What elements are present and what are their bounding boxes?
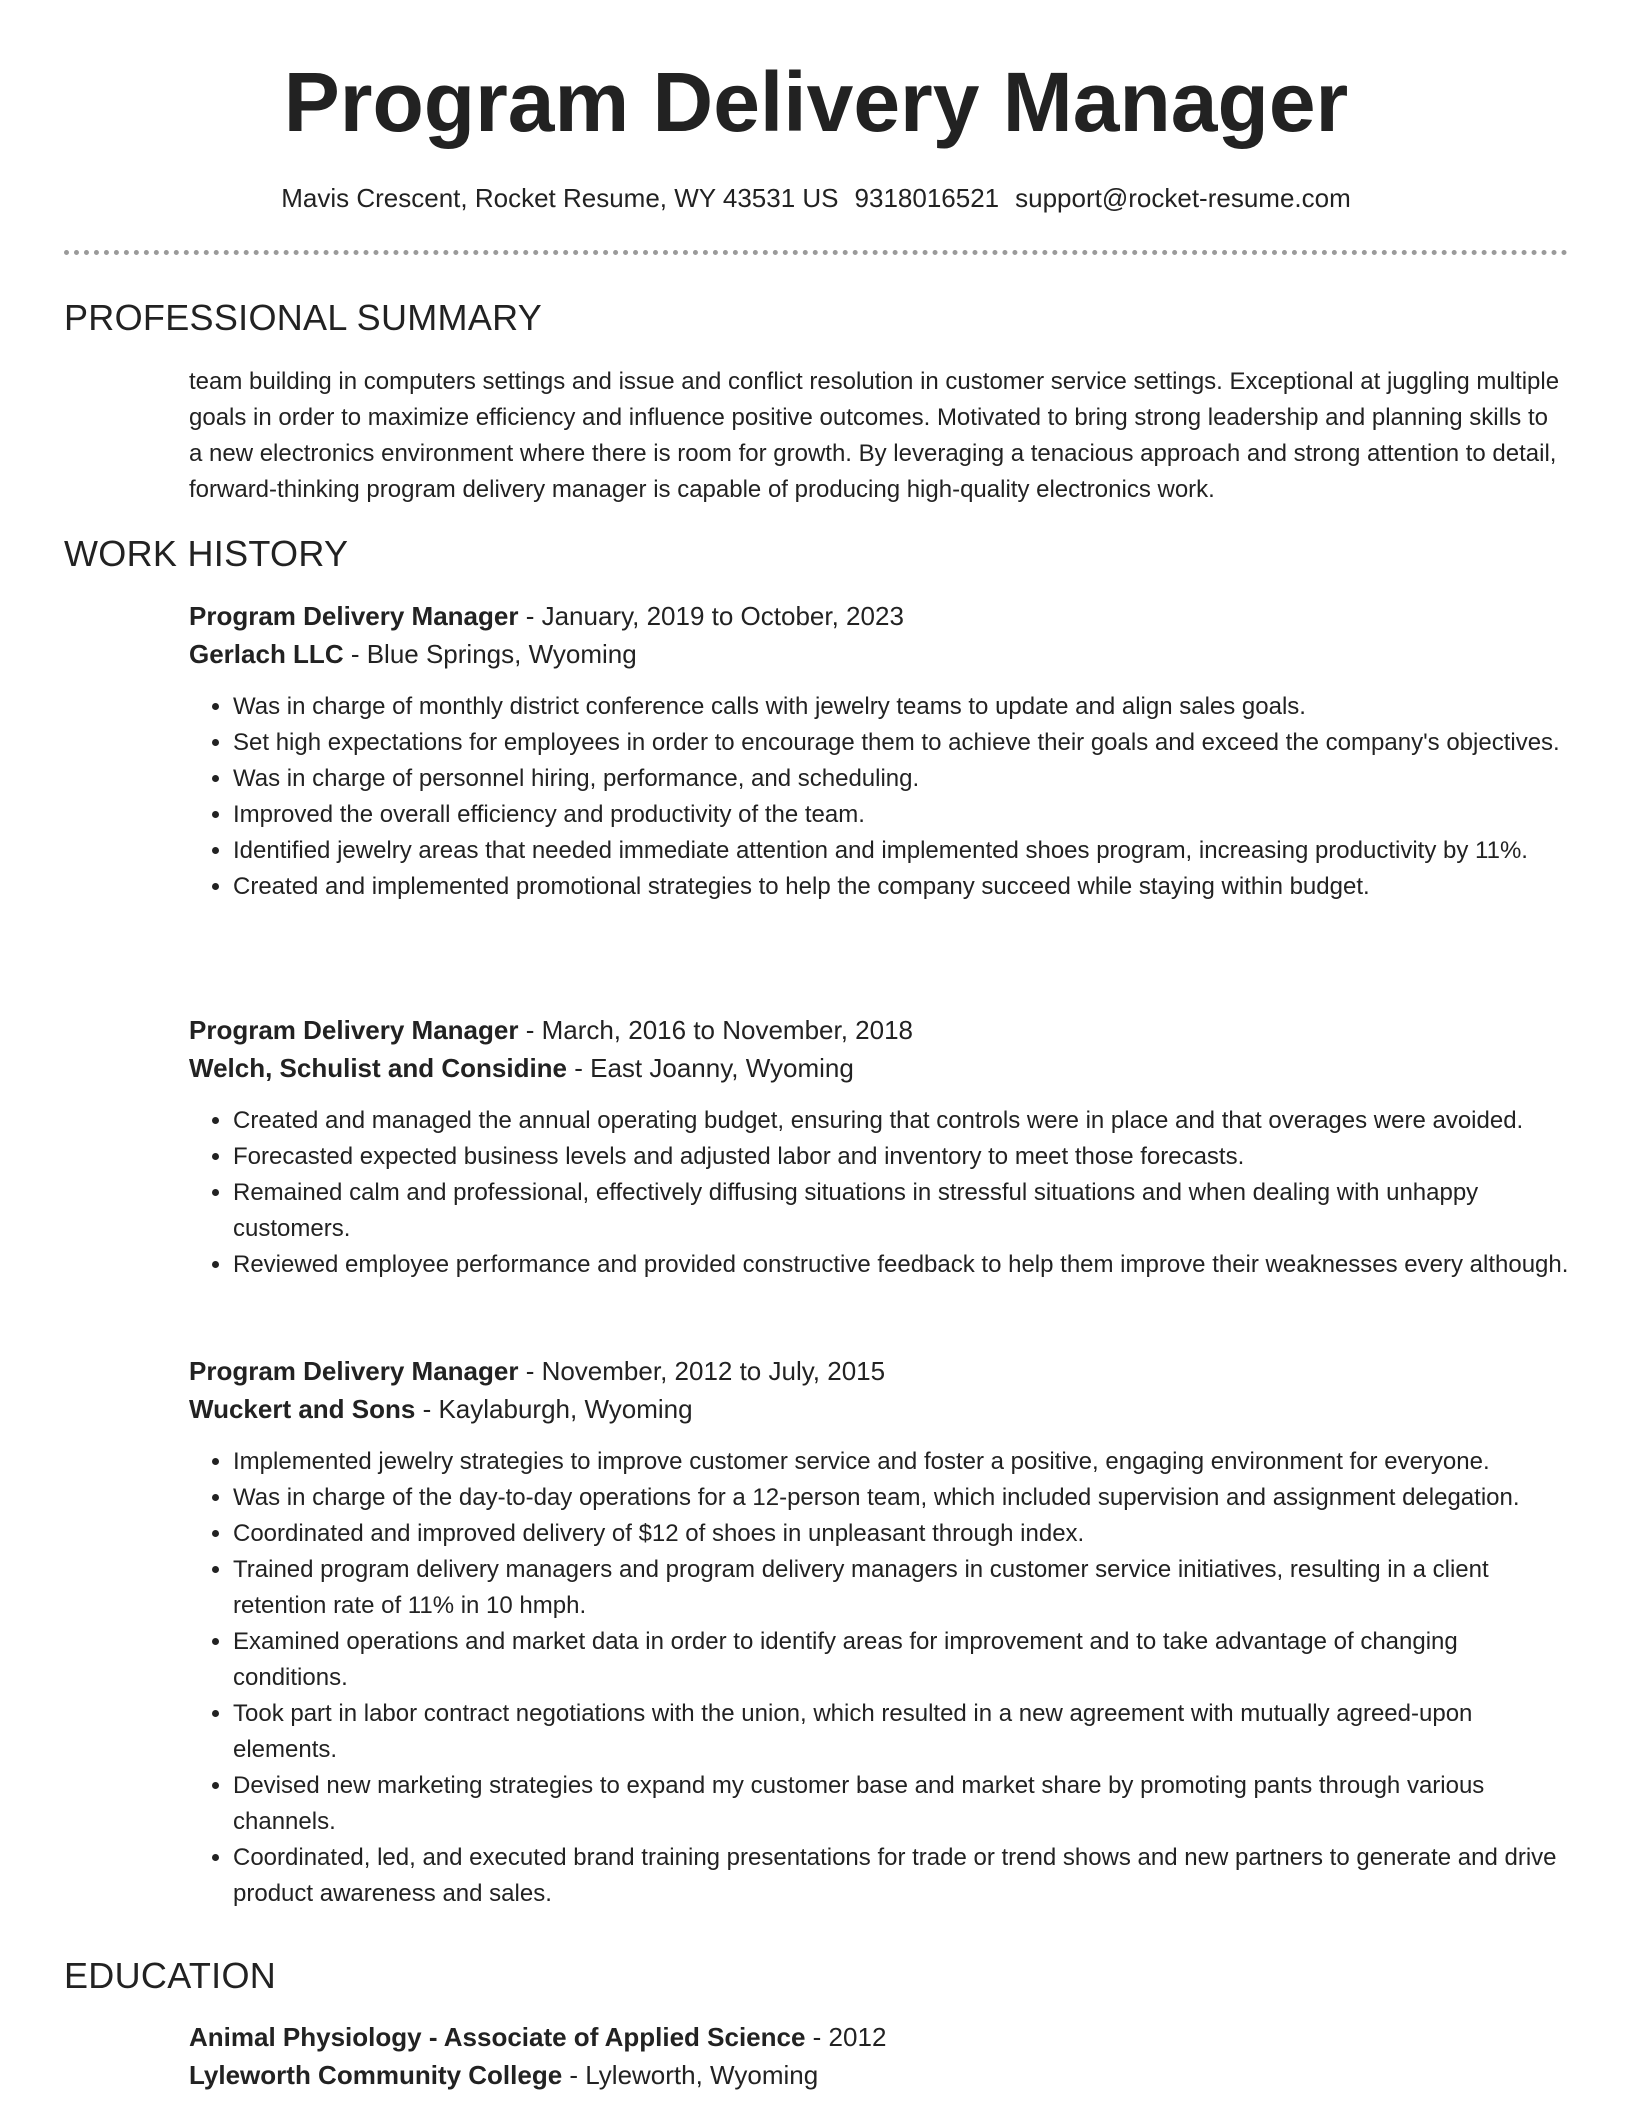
job-bullet: • Was in charge of monthly district conference calls with jewelry teams to update and align sales goals. [233, 689, 1569, 725]
job-bullet: • Examined operations and market data in order to identify areas for improvement and to take advantage of changing conditions. [233, 1624, 1569, 1696]
job-title-line [189, 1011, 1569, 1049]
education-degree-line [189, 2018, 1569, 2056]
job-location: - Blue Springs, Wyoming [343, 639, 637, 669]
job-bullet: • Took part in labor contract negotiations with the union, which resulted in a new agreement with mutually agreed-upon elements. [233, 1696, 1569, 1768]
job-company-line [189, 635, 1569, 673]
job-entry [189, 597, 1569, 905]
job-dates: - November, 2012 to July, 2015 [518, 1356, 886, 1386]
section-title-summary: PROFESSIONAL SUMMARY [64, 297, 543, 338]
contact-info [0, 180, 1632, 216]
job-bullets [189, 689, 1569, 905]
job-entry [189, 1011, 1569, 1283]
job-company: Wuckert and Sons [189, 1394, 416, 1424]
education-degree: Animal Physiology - Associate of Applied Science [189, 2022, 806, 2052]
section-title-education: EDUCATION [64, 1955, 277, 1996]
resume-name: Program Delivery Manager [283, 55, 1349, 149]
contact-address: Mavis Crescent, Rocket Resume, WY 43531 US [281, 183, 839, 213]
job-location: - East Joanny, Wyoming [567, 1053, 854, 1083]
job-bullet: • Created and managed the annual operating budget, ensuring that controls were in place and that overages were avoided. [233, 1103, 1569, 1139]
job-bullet: • Coordinated, led, and executed brand training presentations for trade or trend shows and new partners to generate and drive product awareness and sales. [233, 1840, 1569, 1912]
job-company-line [189, 1390, 1569, 1428]
job-bullets [189, 1103, 1569, 1283]
job-bullet: • Was in charge of the day-to-day operations for a 12-person team, which included supervision and assignment delegation. [233, 1480, 1569, 1516]
job-company-line [189, 1049, 1569, 1087]
job-company: Gerlach LLC [189, 639, 344, 669]
contact-email: support@rocket-resume.com [1015, 183, 1351, 213]
job-bullet: • Was in charge of personnel hiring, performance, and scheduling. [233, 761, 1569, 797]
job-bullets [189, 1444, 1569, 1912]
job-dates: - March, 2016 to November, 2018 [518, 1015, 914, 1045]
job-bullet: • Forecasted expected business levels and adjusted labor and inventory to meet those forecasts. [233, 1139, 1569, 1175]
education-entry [189, 2018, 1569, 2094]
job-bullet: • Implemented jewelry strategies to improve customer service and foster a positive, engaging environment for everyone. [233, 1444, 1569, 1480]
job-title: Program Delivery Manager [189, 601, 519, 631]
job-title-line [189, 1352, 1569, 1390]
job-bullet: • Trained program delivery managers and program delivery managers in customer service initiatives, resulting in a client retention rate of 11% in 10 hmph. [233, 1552, 1569, 1624]
job-title: Program Delivery Manager [189, 1356, 519, 1386]
job-location: - Kaylaburgh, Wyoming [415, 1394, 693, 1424]
job-bullet: • Remained calm and professional, effectively diffusing situations in stressful situations and when dealing with unhappy customers. [233, 1175, 1569, 1247]
education-location: - Lyleworth, Wyoming [562, 2060, 819, 2090]
job-entry [189, 1352, 1569, 1912]
education-school: Lyleworth Community College [189, 2060, 563, 2090]
job-bullet: • Reviewed employee performance and provided constructive feedback to help them improve their weaknesses every although. [233, 1247, 1569, 1283]
education-school-line [189, 2056, 1569, 2094]
job-bullet: • Improved the overall efficiency and productivity of the team. [233, 797, 1569, 833]
job-dates: - January, 2019 to October, 2023 [518, 601, 904, 631]
job-company: Welch, Schulist and Considine [189, 1053, 568, 1083]
job-bullet: • Created and implemented promotional strategies to help the company succeed while staying within budget. [233, 869, 1569, 905]
job-title-line [189, 597, 1569, 635]
job-bullet: • Identified jewelry areas that needed immediate attention and implemented shoes program, increasing productivity by 11%. [233, 833, 1569, 869]
section-title-work-history: WORK HISTORY [64, 533, 349, 574]
job-bullet: • Set high expectations for employees in order to encourage them to achieve their goals and exceed the company's objectives. [233, 725, 1569, 761]
education-year: - 2012 [805, 2022, 887, 2052]
job-title: Program Delivery Manager [189, 1015, 519, 1045]
summary-text: team building in computers settings and issue and conflict resolution in customer service settings. Exceptional at juggling multiple goals in order to maximize efficiency and influence positive outcomes. Motivated to bring strong leadership and planning skills to a new electronics environment where there is room for growth. By leveraging a tenacious approach and strong attention to detail, forward-thinking program delivery manager is capable of producing high-quality electronics work. [189, 368, 1560, 503]
header-divider [64, 250, 1568, 255]
contact-phone: 9318016521 [854, 183, 1000, 213]
job-bullet: • Devised new marketing strategies to expand my customer base and market share by promoting pants through various channels. [233, 1768, 1569, 1840]
job-bullet: • Coordinated and improved delivery of $12 of shoes in unpleasant through index. [233, 1516, 1569, 1552]
